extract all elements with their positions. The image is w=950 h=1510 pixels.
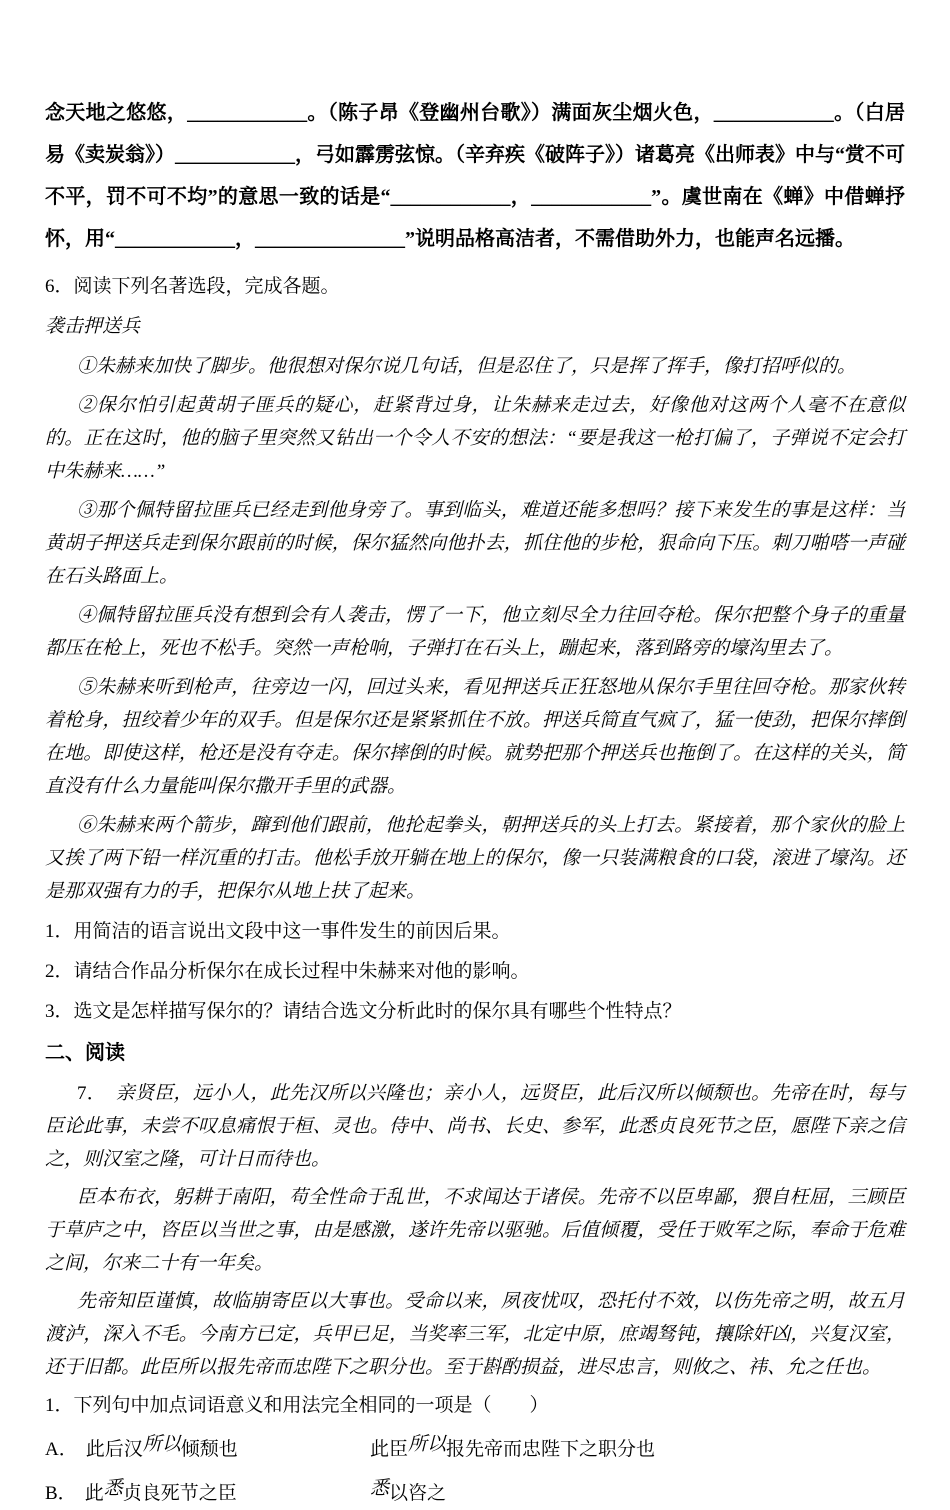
classical-paragraph-1-text: 亲贤臣，远小人，此先汉所以兴隆也；亲小人，远贤臣，此后汉所以倾颓也。先帝在时，每与臣论此事，未尝不叹息痛恨于桓、灵也。侍中、尚书、长史、参军，此悉贞良死节之臣，愿陛下亲之信之，则汉室之隆，可计日而待也。: [45, 1083, 905, 1170]
question-6-intro: 6．阅读下列名著选段，完成各题。: [45, 276, 340, 297]
option-b-left-post: 贞良死节之臣: [122, 1483, 237, 1504]
option-b-left-phrase: [45, 1477, 370, 1510]
excerpt-paragraph-6: ⑥朱赫来两个箭步，蹿到他们跟前，他抡起拳头，朝押送兵的头上打去。紧接着，那个家伙的脸上又挨了两下铅一样沉重的打击。他松手放开躺在地上的保尔，像一只装满粮食的口袋，滚进了壕沟。还是那双强有力的手，把保尔从地上扶了起来。: [45, 815, 905, 902]
excerpt-paragraph-5: ⑤朱赫来听到枪声，往旁边一闪，回过头来，看见押送兵正狂怒地从保尔手里往回夺枪。那家伙转着枪身，扭绞着少年的双手。但是保尔还是紧紧抓住不放。押送兵简直气疯了，猛一使劲，把保尔摔倒在地。即使这样，枪还是没有夺走。保尔摔倒的时候。就势把那个押送兵也拖倒了。在这样的关头，简直没有什么力量能叫保尔撒开手里的武器。: [45, 677, 905, 797]
novel-question-3: 3．选文是怎样描写保尔的？请结合选文分析此时的保尔具有哪些个性特点？: [45, 1001, 682, 1022]
option-b-left-pre: 此: [84, 1483, 104, 1504]
classical-paragraph-1: [45, 1077, 905, 1176]
excerpt-paragraph-2: ②保尔怕引起黄胡子匪兵的疑心，赶紧背过身，让朱赫来走过去，好像他对这两个人毫不在意似的。正在这时，他的脑子里突然又钻出一个令人不安的想法：“要是我这一枪打偏了，子弹说不定会打中朱赫来……”: [45, 395, 905, 482]
option-a-left-post: 倾颓也: [180, 1439, 238, 1460]
option-a-right-pre: 此臣: [370, 1439, 409, 1460]
classical-passage: [45, 1077, 905, 1510]
option-a-left-pre: 此后汉: [85, 1439, 143, 1460]
classical-paragraph-number: 7．: [77, 1083, 116, 1104]
section-heading-reading: 二、阅读: [45, 1042, 125, 1064]
classical-paragraph-3: 先帝知臣谨慎，故临崩寄臣以大事也。受命以来，夙夜忧叹，恐托付不效，以伤先帝之明，故五月渡泸，深入不毛。今南方已定，兵甲已足，当奖率三军，北定中原，庶竭驽钝，攘除奸凶，兴复汉室，还于旧都。此臣所以报先帝而忠陛下之职分也。至于斟酌损益，进尽忠言，则攸之、祎、允之任也。: [45, 1291, 905, 1378]
option-b-right-phrase: [370, 1477, 446, 1510]
excerpt-paragraph-3: ③那个佩特留拉匪兵已经走到他身旁了。事到临头，难道还能多想吗？接下来发生的事是这样：当黄胡子押送兵走到保尔跟前的时候，保尔猛然向他扑去，抓住他的步枪，狠命向下压。刺刀啪嗒一声碰在石头路面上。: [45, 500, 905, 587]
option-row-b: [45, 1477, 905, 1510]
option-b-left-dotted-word: 悉: [103, 1478, 123, 1499]
option-a-right-dotted-word: 所以: [408, 1434, 447, 1455]
option-row-a: [45, 1433, 905, 1466]
option-b-right-post: 以咨之: [389, 1483, 447, 1504]
classical-question-1: 1．下列句中加点词语意义和用法完全相同的一项是（ ）: [45, 1395, 549, 1416]
dictation-fill-in-paragraph: 念天地之悠悠，____________。（陈子昂《登幽州台歌》）满面灰尘烟火色，____________。（白居易《卖炭翁》）____________，弓如霹雳弦惊。（辛弃疾《破阵子》）诸葛亮《出师表》中与“赏不可不平，罚不可不均”的意思一致的话是“____________，____________”。虞世南在《蝉》中借蝉抒怀，用“____________，_______________”说明品格高洁者，不需借助外力，也能声名远播。: [45, 102, 905, 250]
novel-question-1: 1．用简洁的语言说出文段中这一事件发生的前因后果。: [45, 921, 511, 942]
option-b-label: B．: [45, 1483, 77, 1504]
novel-question-2: 2．请结合作品分析保尔在成长过程中朱赫来对他的影响。: [45, 961, 530, 982]
option-a-right-phrase: [370, 1433, 655, 1466]
option-a-label: A．: [45, 1439, 78, 1460]
excerpt-title: 袭击押送兵: [45, 316, 141, 337]
option-b-right-dotted-word: 悉: [370, 1478, 390, 1499]
option-a-right-post: 报先帝而忠陛下之职分也: [446, 1439, 656, 1460]
excerpt-paragraph-4: ④佩特留拉匪兵没有想到会有人袭击，愣了一下，他立刻尽全力往回夺枪。保尔把整个身子的重量都压在枪上，死也不松手。突然一声枪响，子弹打在石头上，蹦起来，落到路旁的壕沟里去了。: [45, 605, 905, 659]
option-a-left-phrase: [45, 1433, 370, 1466]
classical-paragraph-2: 臣本布衣，躬耕于南阳，苟全性命于乱世，不求闻达于诸侯。先帝不以臣卑鄙，猥自枉屈，三顾臣于草庐之中，咨臣以当世之事，由是感激，遂许先帝以驱驰。后值倾覆，受任于败军之际，奉命于危难之间，尔来二十有一年矣。: [45, 1187, 905, 1274]
excerpt-paragraph-1: ①朱赫来加快了脚步。他很想对保尔说几句话，但是忍住了，只是挥了挥手，像打招呼似的。: [77, 356, 857, 377]
option-a-left-dotted-word: 所以: [142, 1434, 181, 1455]
